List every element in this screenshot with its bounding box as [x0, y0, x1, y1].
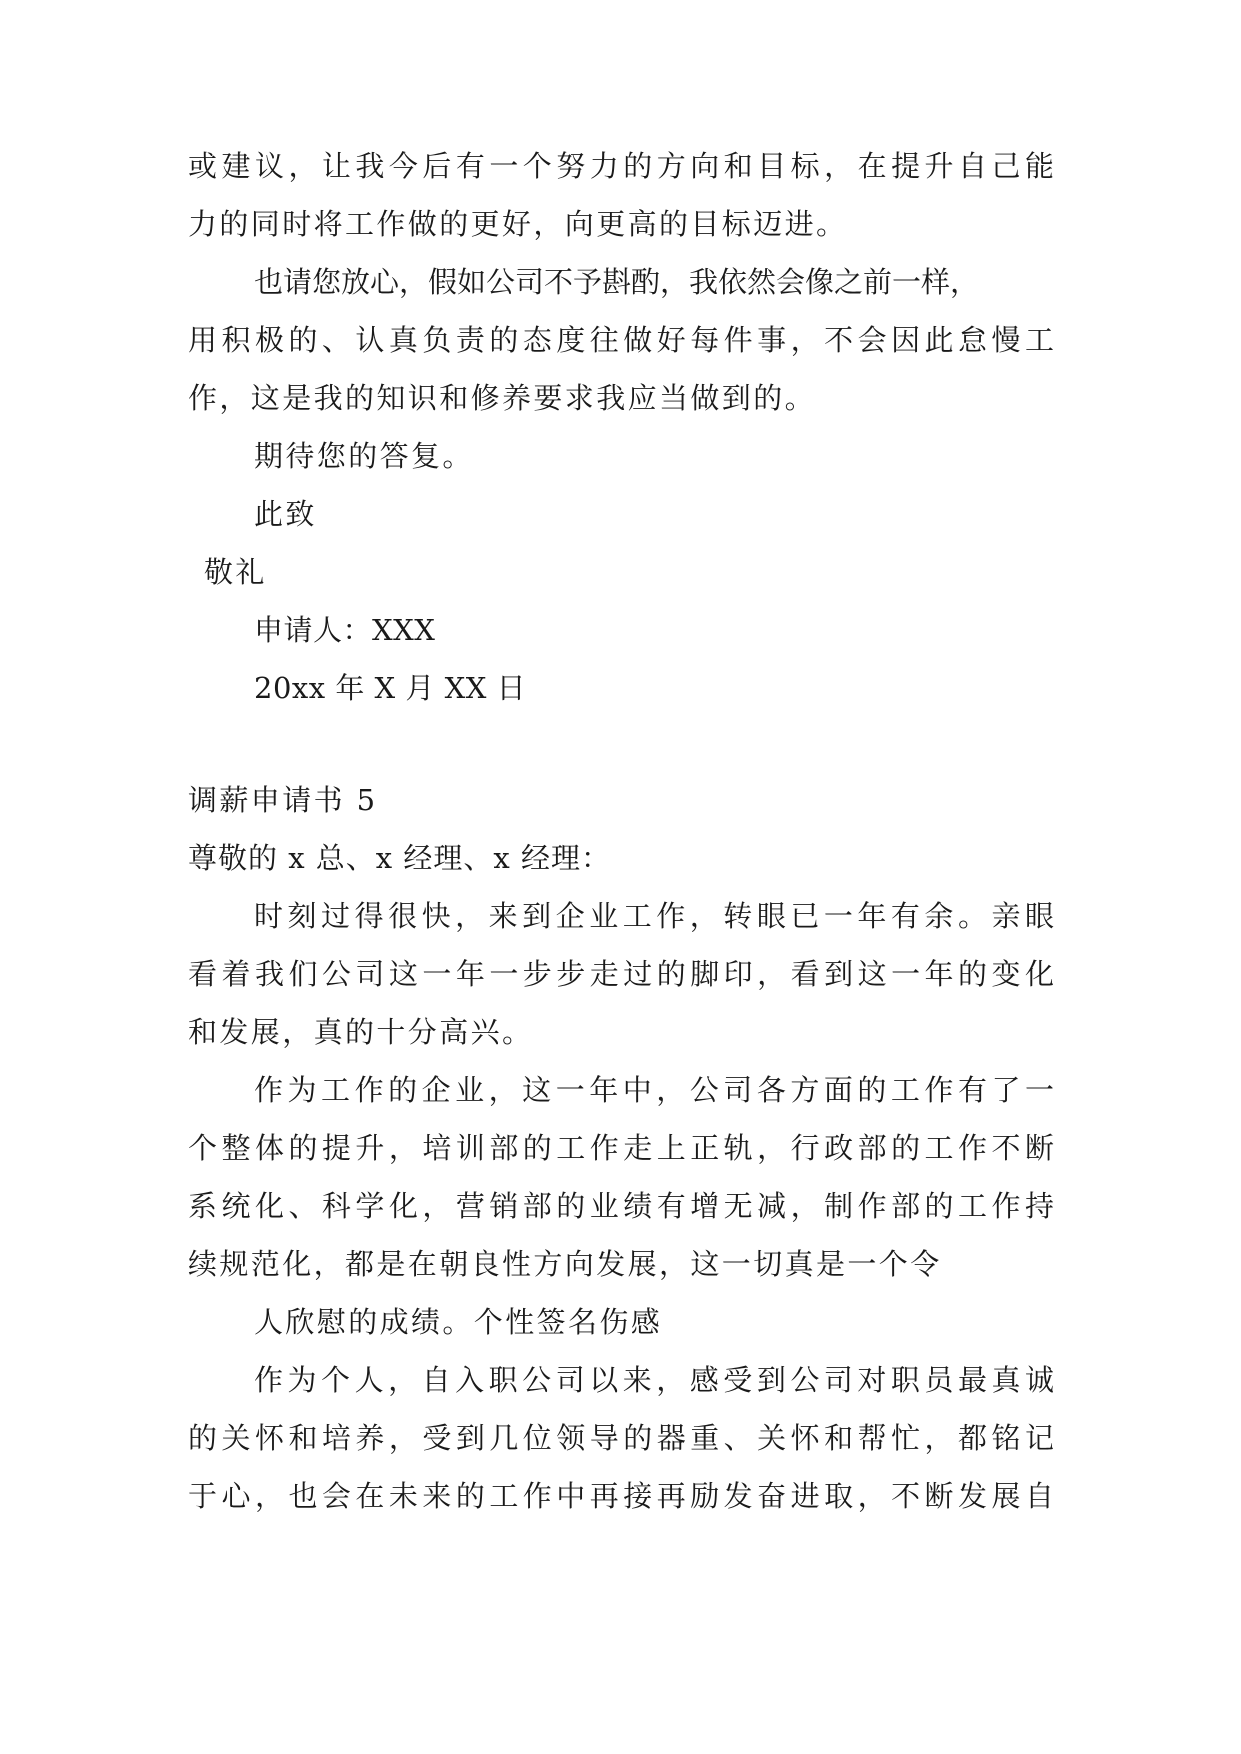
body-line: 个整体的提升，培训部的工作走上正轨，行政部的工作不断 [188, 1131, 1054, 1165]
body-line: 时刻过得很快，来到企业工作，转眼已一年有余。亲眼 [254, 899, 1054, 933]
body-line: 于心，也会在未来的工作中再接再励发奋进取，不断发展自 [188, 1479, 1054, 1513]
body-line: 力的同时将工作做的更好，向更高的目标迈进。 [188, 207, 848, 241]
body-line: 用积极的、认真负责的态度往做好每件事，不会因此怠慢工 [188, 323, 1054, 357]
body-line: 作，这是我的知识和修养要求我应当做到的。 [188, 381, 817, 415]
body-line: 的关怀和培养，受到几位领导的器重、关怀和帮忙，都铭记 [188, 1421, 1054, 1455]
body-line: 或建议，让我今后有一个努力的方向和目标，在提升自己能 [188, 149, 1054, 183]
body-line: 看着我们公司这一年一步步走过的脚印，看到这一年的变化 [188, 957, 1054, 991]
body-line: 人欣慰的成绩。个性签名伤感 [254, 1305, 663, 1339]
body-line: 期待您的答复。 [254, 439, 474, 473]
date-line: 20xx 年 X 月 XX 日 [254, 671, 527, 705]
closing-salutation: 敬礼 [204, 555, 267, 589]
body-line: 也请您放心，假如公司不予斟酌，我依然会像之前一样， [254, 265, 980, 299]
salutation: 尊敬的 x 总、x 经理、x 经理： [188, 841, 611, 875]
section-title: 调薪申请书 5 [188, 783, 378, 817]
body-line: 作为工作的企业，这一年中，公司各方面的工作有了一 [254, 1073, 1054, 1107]
closing-line: 此致 [254, 497, 317, 531]
body-line: 作为个人，自入职公司以来，感受到公司对职员最真诚 [254, 1363, 1054, 1397]
body-line: 续规范化，都是在朝良性方向发展，这一切真是一个令 [188, 1247, 942, 1281]
body-line: 和发展，真的十分高兴。 [188, 1015, 534, 1049]
applicant-signature: 申请人：XXX [254, 613, 436, 647]
body-line: 系统化、科学化，营销部的业绩有增无减，制作部的工作持 [188, 1189, 1054, 1223]
